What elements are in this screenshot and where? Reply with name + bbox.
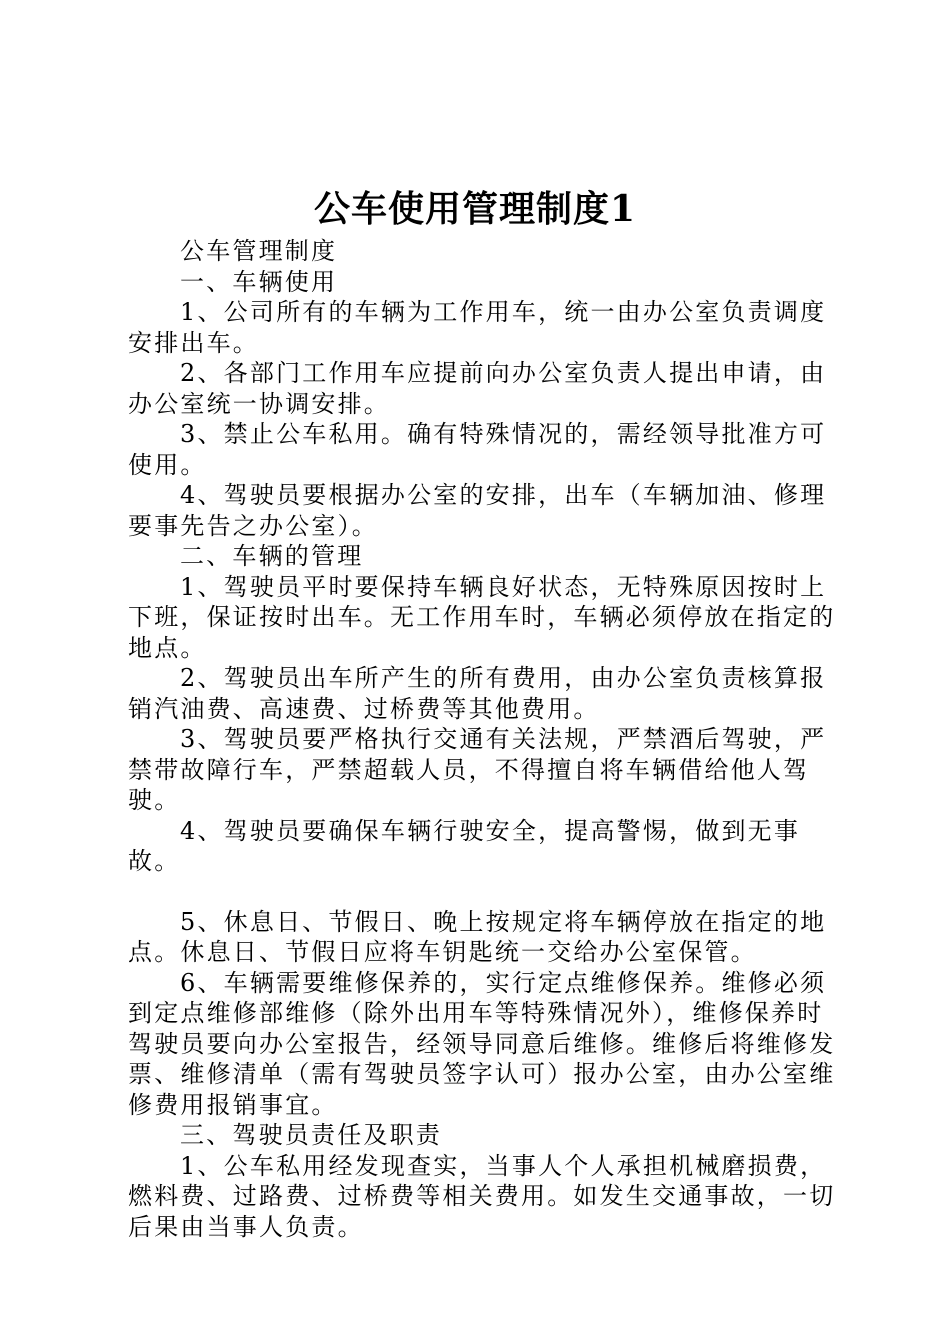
document-body bbox=[128, 236, 840, 1242]
section-heading: 三、驾驶员责任及职责 bbox=[180, 1121, 442, 1149]
section-heading: 一、车辆使用 bbox=[180, 267, 338, 296]
paragraph: 6、车辆需要维修保养的，实行定点维修保养。维修必须到定点维修部维修（除外出用车等特殊情况外），维修保养时驾驶员要向办公室报告，经领导同意后维修。维修后将维修发票、维修清单（需有驾驶员签字认可）报办公室，由办公室维修费用报销事宜。 bbox=[128, 968, 836, 1119]
paragraph: 4、驾驶员要根据办公室的安排，出车（车辆加油、修理要事先告之办公室）。 bbox=[128, 481, 827, 540]
paragraph: 1、公司所有的车辆为工作用车，统一由办公室负责调度安排出车。 bbox=[128, 298, 827, 357]
document-title: 公车使用管理制度1 bbox=[313, 188, 637, 230]
paragraph: 3、禁止公车私用。确有特殊情况的，需经领导批准方可使用。 bbox=[128, 420, 827, 479]
paragraph: 1、驾驶员平时要保持车辆良好状态，无特殊原因按时上下班，保证按时出车。无工作用车时，车辆必须停放在指定的地点。 bbox=[128, 572, 836, 662]
paragraph: 3、驾驶员要严格执行交通有关法规，严禁酒后驾驶，严禁带故障行车，严禁超载人员，不得擅自将车辆借给他人驾驶。 bbox=[128, 725, 827, 814]
paragraph: 2、驾驶员出车所产生的所有费用，由办公室负责核算报销汽油费、高速费、过桥费等其他费用。 bbox=[128, 664, 827, 723]
blank-line bbox=[128, 877, 840, 907]
paragraph-heading: 公车管理制度 bbox=[180, 237, 338, 265]
section-heading: 二、车辆的管理 bbox=[180, 542, 364, 570]
paragraph: 5、休息日、节假日、晚上按规定将车辆停放在指定的地点。休息日、节假日应将车钥匙统一交给办公室保管。 bbox=[128, 907, 827, 966]
paragraph: 1、公车私用经发现查实，当事人个人承担机械磨损费，燃料费、过路费、过桥费等相关费用。如发生交通事故，一切后果由当事人负责。 bbox=[128, 1151, 836, 1241]
paragraph: 4、驾驶员要确保车辆行驶安全，提高警惕，做到无事故。 bbox=[128, 816, 801, 875]
paragraph: 2、各部门工作用车应提前向办公室负责人提出申请，由办公室统一协调安排。 bbox=[128, 359, 827, 418]
